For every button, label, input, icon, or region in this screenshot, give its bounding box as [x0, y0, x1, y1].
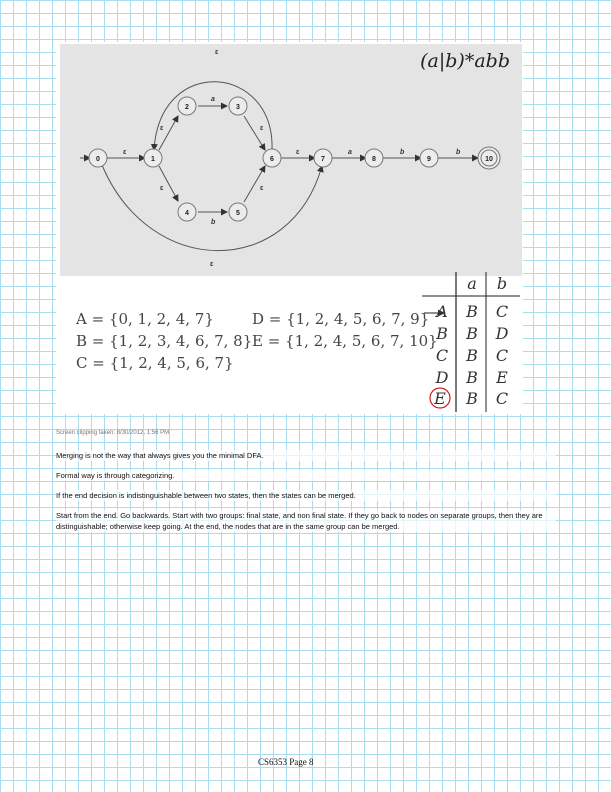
label-8-9: b: [400, 149, 405, 156]
note-paragraph-1: Merging is not the way that always gives you the minimal DFA.: [56, 450, 556, 461]
set-a: A = {0, 1, 2, 4, 7}: [76, 310, 214, 328]
clipping-caption: Screen clipping taken: 8/30/2012, 1:56 PM: [56, 430, 170, 436]
cell-c-b: C: [495, 346, 509, 365]
note-paragraph-3: If the end decision is indistinguishable between two states, then the states can be merged.: [56, 490, 556, 501]
edge-0-7-skip: [102, 165, 322, 251]
row-state-d: D: [435, 368, 449, 387]
page-footer: CS6353 Page 8: [258, 757, 314, 767]
label-6-7: ε: [296, 149, 300, 156]
state-label-2: 2: [185, 104, 189, 111]
state-label-6: 6: [270, 156, 274, 163]
edge-3-6: [244, 116, 265, 150]
regex-label: (a|b)*abb: [420, 50, 510, 72]
row-state-b: B: [436, 324, 448, 343]
header-a: a: [467, 274, 477, 293]
label-4-5: b: [211, 219, 216, 226]
cell-c-a: B: [466, 346, 478, 365]
label-5-6: ε: [260, 185, 264, 192]
note-paragraph-4: Start from the end. Go backwards. Start with two groups: final state, and non final state. If they go back to nodes on separate groups, then they are distinguishable; otherwise keep going. At the end, the nodes that are in the same group can be merged.: [56, 510, 556, 532]
state-label-7: 7: [321, 156, 325, 163]
state-label-9: 9: [427, 156, 431, 163]
cell-a-b: C: [495, 302, 509, 321]
state-label-3: 3: [236, 104, 240, 111]
cell-b-b: D: [495, 324, 509, 343]
dfa-table: [422, 272, 522, 412]
header-b: b: [496, 274, 508, 293]
set-d: D = {1, 2, 4, 5, 6, 7, 9}: [252, 310, 430, 328]
edge-6-1-back: [154, 82, 272, 150]
state-label-10: 10: [485, 156, 493, 163]
label-9-10: b: [456, 149, 461, 156]
cell-a-a: B: [466, 302, 478, 321]
cell-e-b: C: [495, 389, 509, 408]
nfa-diagram-panel: [60, 44, 522, 276]
cell-d-b: E: [496, 368, 508, 387]
state-label-8: 8: [372, 156, 376, 163]
edge-1-2: [159, 116, 178, 150]
label-1-2: ε: [160, 125, 164, 132]
label-skip: ε: [210, 261, 214, 268]
label-1-4: ε: [160, 185, 164, 192]
state-label-4: 4: [185, 210, 189, 217]
set-b: B = {1, 2, 3, 4, 6, 7, 8}: [76, 332, 253, 350]
cell-e-a: B: [466, 389, 478, 408]
label-0-1: ε: [123, 149, 127, 156]
state-label-0: 0: [96, 156, 100, 163]
edge-5-6: [244, 166, 265, 202]
edge-1-4: [159, 166, 178, 201]
row-state-e: E: [434, 389, 446, 408]
row-state-c: C: [435, 346, 449, 365]
nfa-diagram: [60, 44, 522, 276]
label-2-3: a: [211, 96, 215, 103]
label-loop: ε: [215, 49, 219, 56]
set-c: C = {1, 2, 4, 5, 6, 7}: [76, 354, 234, 372]
screen-clipping: [56, 42, 523, 414]
note-paragraph-2: Formal way is through categorizing.: [56, 470, 556, 481]
set-e: E = {1, 2, 4, 5, 6, 7, 10}: [252, 332, 438, 350]
cell-b-a: B: [466, 324, 478, 343]
state-label-1: 1: [151, 156, 155, 163]
row-state-a: A: [436, 302, 448, 321]
cell-d-a: B: [466, 368, 478, 387]
label-7-8: a: [348, 149, 352, 156]
state-label-5: 5: [236, 210, 240, 217]
label-3-6: ε: [260, 125, 264, 132]
